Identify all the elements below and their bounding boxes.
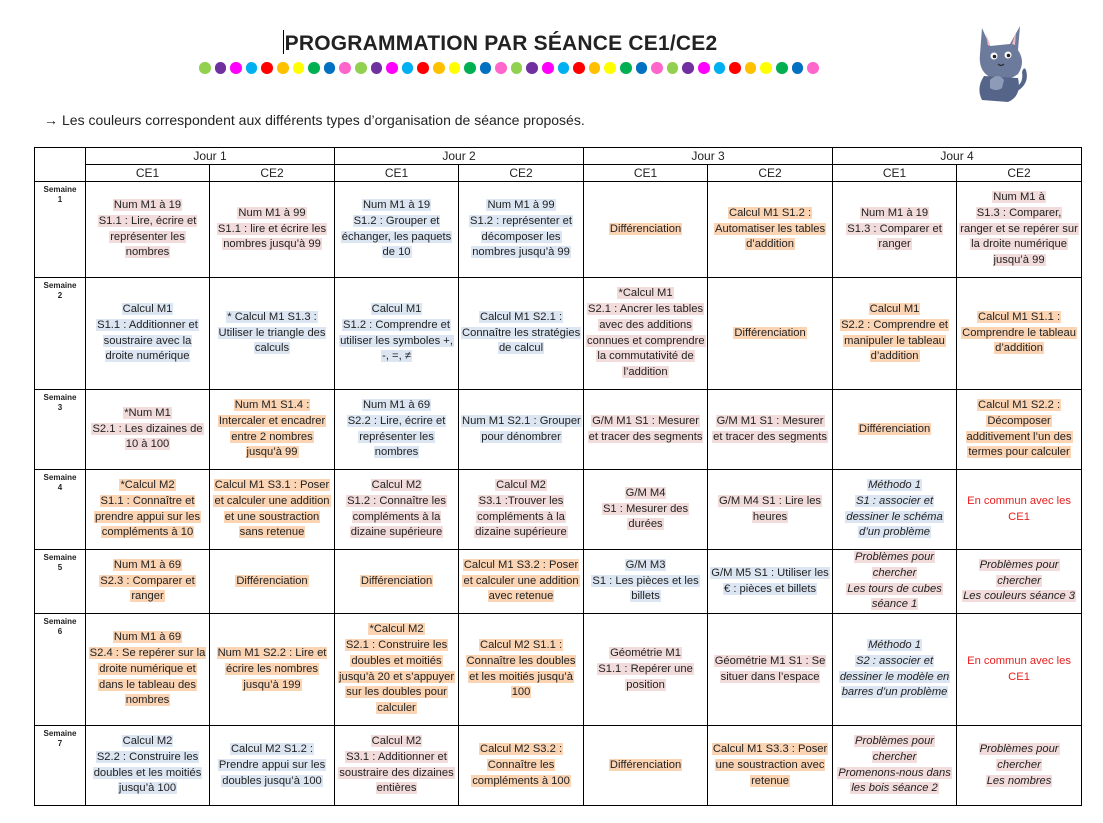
session-cell xyxy=(86,614,210,726)
session-text: G/M M1 S1 : Mesurer et tracer des segments xyxy=(713,414,827,443)
level-header: CE1 xyxy=(86,165,210,182)
session-text: Calcul M1 S2.2 : Décomposer additivement l’un des termes pour calculer xyxy=(966,398,1072,459)
session-text: *Calcul M2 S1.1 : Connaître et prendre appui sur les compléments à 10 xyxy=(94,478,201,539)
day-header: Jour 4 xyxy=(833,148,1082,165)
session-cell xyxy=(584,278,708,390)
session-text: *Calcul M1 S2.1 : Ancrer les tables avec des additions connues et comprendre la commutativité de l’addition xyxy=(587,287,705,379)
session-text: Num M1 à 19 S1.1 : Lire, écrire et représenter les nombres xyxy=(98,198,197,259)
intro-note: → Les couleurs correspondent aux différents types d’organisation de séance proposés. xyxy=(44,112,585,128)
session-cell xyxy=(833,550,957,614)
session-text: Problèmes pour chercher Les nombres xyxy=(979,742,1059,787)
session-text: Calcul M1 S2.1 : Connaître les stratégies de calcul xyxy=(462,310,581,355)
level-header: CE2 xyxy=(708,165,833,182)
level-header: CE2 xyxy=(957,165,1082,182)
session-text: Différenciation xyxy=(609,758,682,771)
session-cell xyxy=(833,470,957,550)
session-text: Num M1 S2.2 : Lire et écrire les nombres jusqu’à 199 xyxy=(217,646,327,691)
session-cell xyxy=(210,182,335,278)
session-text: Calcul M2 S1.2 : Connaître les compléments à la dizaine supérieure xyxy=(347,478,446,539)
session-text: Différenciation xyxy=(858,422,931,435)
color-dot xyxy=(682,62,694,74)
session-text: Calcul M1 S1.2 : Comprendre et utiliser les symboles +, -, =, ≠ xyxy=(340,302,453,363)
session-text: Calcul M2 S1.1 : Connaître les doubles et les moitiés jusqu’à 100 xyxy=(466,639,576,699)
schedule-table xyxy=(34,147,1082,806)
session-cell xyxy=(86,726,210,806)
session-cell xyxy=(86,182,210,278)
session-cell xyxy=(957,390,1082,470)
color-dot xyxy=(230,62,242,74)
color-dot xyxy=(355,62,367,74)
session-cell xyxy=(833,726,957,806)
session-cell xyxy=(210,550,335,614)
day-header: Jour 3 xyxy=(584,148,833,165)
session-cell xyxy=(210,390,335,470)
session-cell xyxy=(335,726,459,806)
session-cell xyxy=(708,470,833,550)
session-cell xyxy=(335,390,459,470)
session-cell xyxy=(459,182,584,278)
session-text: G/M M4 S1 : Mesurer des durées xyxy=(602,486,689,531)
session-cell xyxy=(459,390,584,470)
color-dot xyxy=(776,62,788,74)
session-text: En commun avec les CE1 xyxy=(967,654,1071,683)
session-text: Différenciation xyxy=(236,574,308,587)
session-cell xyxy=(459,550,584,614)
session-cell xyxy=(584,550,708,614)
session-cell xyxy=(584,614,708,726)
session-cell xyxy=(957,726,1082,806)
color-dot xyxy=(573,62,585,74)
session-cell xyxy=(335,614,459,726)
session-text: Num M1 à 99 S1.1 : lire et écrire les nombres jusqu’à 99 xyxy=(217,206,327,251)
color-dot xyxy=(480,62,492,74)
session-text: Calcul M2 S3.2 : Connaître les compléments à 100 xyxy=(472,742,570,787)
session-text: *Calcul M2 S2.1 : Construire les doubles et moitiés jusqu’à 20 et s’appuyer sur les doubles pour calculer xyxy=(338,623,455,715)
color-dot xyxy=(589,62,601,74)
level-header: CE2 xyxy=(210,165,335,182)
color-dot xyxy=(511,62,523,74)
week-row xyxy=(35,278,1082,390)
session-cell xyxy=(210,614,335,726)
week-row xyxy=(35,470,1082,550)
session-cell xyxy=(957,278,1082,390)
level-header-row xyxy=(35,165,1082,182)
session-cell xyxy=(459,726,584,806)
session-cell xyxy=(708,726,833,806)
week-row xyxy=(35,614,1082,726)
color-dot xyxy=(433,62,445,74)
session-text: Calcul M2 S3.1 : Additionner et soustraire des dizaines entières xyxy=(339,735,454,795)
color-dot xyxy=(199,62,211,74)
level-header: CE1 xyxy=(335,165,459,182)
color-dot xyxy=(636,62,648,74)
week-label: Semaine 6 xyxy=(35,614,86,726)
session-cell xyxy=(833,278,957,390)
week-row xyxy=(35,726,1082,806)
week-label: Semaine 3 xyxy=(35,390,86,470)
color-dot xyxy=(386,62,398,74)
session-text: Méthodo 1 S2 : associer et dessiner le modèle en barres d’un problème xyxy=(839,639,950,699)
session-cell xyxy=(708,390,833,470)
arrow-right-icon: → xyxy=(44,112,58,128)
day-header: Jour 2 xyxy=(335,148,584,165)
session-text: Calcul M2 S2.2 : Construire les doubles et les moitiés jusqu’à 100 xyxy=(93,735,202,795)
session-text: Calcul M1 S3.1 : Poser et calculer une addition et une soustraction sans retenue xyxy=(214,478,330,539)
session-text: * Calcul M1 S1.3 : Utiliser le triangle des calculs xyxy=(218,310,326,355)
session-text: G/M M4 S1 : Lire les heures xyxy=(719,494,822,523)
day-header: Jour 1 xyxy=(86,148,335,165)
session-cell xyxy=(335,470,459,550)
session-text: Différenciation xyxy=(609,222,682,235)
session-cell xyxy=(86,390,210,470)
session-text: Calcul M1 S1.1 : Comprendre le tableau d’addition xyxy=(962,310,1076,355)
color-dot xyxy=(745,62,757,74)
session-text: Méthodo 1 S1 : associer et dessiner le schéma d’un problème xyxy=(846,478,943,539)
session-cell xyxy=(957,470,1082,550)
session-cell xyxy=(86,550,210,614)
session-cell xyxy=(335,550,459,614)
session-text: Calcul M2 S3.1 :Trouver les compléments à la dizaine supérieure xyxy=(475,478,567,539)
color-dot xyxy=(261,62,273,74)
session-cell xyxy=(335,278,459,390)
session-text: Num M1 à 69 S2.2 : Lire, écrire et représenter les nombres xyxy=(347,398,446,459)
color-dot xyxy=(371,62,383,74)
color-dot xyxy=(339,62,351,74)
session-text: Num M1 à 19 S1.3 : Comparer et ranger xyxy=(847,206,942,251)
session-text: Num M1 à S1.3 : Comparer, ranger et se repérer sur la droite numérique jusqu’à 99 xyxy=(960,191,1078,267)
session-cell xyxy=(459,278,584,390)
session-cell xyxy=(210,278,335,390)
session-text: Calcul M2 S1.2 : Prendre appui sur les doubles jusqu’à 100 xyxy=(218,742,326,787)
cat-mascot-icon xyxy=(968,22,1032,106)
color-dot xyxy=(558,62,570,74)
corner-cell xyxy=(35,148,86,182)
session-text: Différenciation xyxy=(734,326,806,339)
level-header: CE2 xyxy=(459,165,584,182)
color-dot xyxy=(246,62,258,74)
session-cell xyxy=(584,470,708,550)
week-row xyxy=(35,550,1082,614)
session-cell xyxy=(833,390,957,470)
session-text: Num M1 à 69 S2.3 : Comparer et ranger xyxy=(100,558,195,603)
session-cell xyxy=(708,550,833,614)
color-dot xyxy=(526,62,538,74)
session-cell xyxy=(584,726,708,806)
level-header: CE1 xyxy=(833,165,957,182)
session-text: Différenciation xyxy=(360,574,433,587)
session-text: Problèmes pour chercher Les tours de cubes séance 1 xyxy=(847,551,942,611)
color-dot xyxy=(698,62,710,74)
page-title: PROGRAMMATION PAR SÉANCE CE1/CE2 xyxy=(284,32,718,55)
color-dot xyxy=(807,62,819,74)
color-dot xyxy=(293,62,305,74)
session-cell xyxy=(210,726,335,806)
week-label: Semaine 5 xyxy=(35,550,86,614)
session-cell xyxy=(86,470,210,550)
week-label: Semaine 2 xyxy=(35,278,86,390)
session-text: Calcul M1 S3.3 : Poser une soustraction avec retenue xyxy=(712,742,828,787)
color-dot xyxy=(402,62,414,74)
week-label: Semaine 4 xyxy=(35,470,86,550)
color-dot xyxy=(277,62,289,74)
session-cell xyxy=(708,182,833,278)
session-cell xyxy=(584,182,708,278)
color-dot xyxy=(542,62,554,74)
color-dot xyxy=(760,62,772,74)
week-label: Semaine 7 xyxy=(35,726,86,806)
session-text: G/M M3 S1 : Les pièces et les billets xyxy=(592,558,699,603)
session-text: *Num M1 S2.1 : Les dizaines de 10 à 100 xyxy=(92,406,203,451)
week-row xyxy=(35,390,1082,470)
color-dot xyxy=(464,62,476,74)
session-cell xyxy=(459,470,584,550)
session-text: Calcul M1 S3.2 : Poser et calculer une addition avec retenue xyxy=(463,558,579,603)
session-text: G/M M5 S1 : Utiliser les € : pièces et billets xyxy=(711,566,829,595)
session-text: Num M1 S1.4 : Intercaler et encadrer entre 2 nombres jusqu’à 99 xyxy=(218,398,326,459)
session-text: Num M1 à 19 S1.2 : Grouper et échanger, les paquets de 10 xyxy=(341,198,452,259)
session-cell xyxy=(459,614,584,726)
color-dot xyxy=(651,62,663,74)
session-text: Géométrie M1 S1.1 : Repérer une position xyxy=(598,646,693,691)
color-dot xyxy=(324,62,336,74)
session-cell xyxy=(833,614,957,726)
session-cell xyxy=(210,470,335,550)
session-text: Num M1 à 99 S1.2 : représenter et décomposer les nombres jusqu’à 99 xyxy=(470,198,573,259)
session-cell xyxy=(833,182,957,278)
session-text: Calcul M1 S1.2 : Automatiser les tables d’addition xyxy=(715,206,826,251)
color-dot xyxy=(620,62,632,74)
color-dot xyxy=(495,62,507,74)
session-cell xyxy=(335,182,459,278)
session-cell xyxy=(957,550,1082,614)
session-cell xyxy=(957,614,1082,726)
session-text: Problèmes pour chercher Promenons-nous dans les bois séance 2 xyxy=(838,735,951,795)
color-dot xyxy=(714,62,726,74)
color-dot xyxy=(215,62,227,74)
session-cell xyxy=(957,182,1082,278)
color-dot xyxy=(417,62,429,74)
session-cell xyxy=(708,614,833,726)
session-text: Problèmes pour chercher Les couleurs séance 3 xyxy=(963,558,1076,603)
session-text: En commun avec les CE1 xyxy=(967,494,1071,523)
session-text: Calcul M1 S2.2 : Comprendre et manipuler le tableau d’addition xyxy=(841,302,949,363)
session-cell xyxy=(584,390,708,470)
day-header-row xyxy=(35,148,1082,165)
color-dot xyxy=(449,62,461,74)
session-text: Num M1 S2.1 : Grouper pour dénombrer xyxy=(462,414,581,443)
color-dot xyxy=(792,62,804,74)
week-row xyxy=(35,182,1082,278)
session-cell xyxy=(86,278,210,390)
color-dot xyxy=(308,62,320,74)
week-label: Semaine 1 xyxy=(35,182,86,278)
level-header: CE1 xyxy=(584,165,708,182)
color-dot xyxy=(667,62,679,74)
session-cell xyxy=(708,278,833,390)
session-text: Calcul M1 S1.1 : Additionner et soustraire avec la droite numérique xyxy=(97,302,198,363)
session-text: Géométrie M1 S1 : Se situer dans l’espace xyxy=(714,654,826,683)
decorative-dot-row xyxy=(199,62,819,74)
session-text: G/M M1 S1 : Mesurer et tracer des segments xyxy=(588,414,703,443)
color-dot xyxy=(729,62,741,74)
color-dot xyxy=(604,62,616,74)
session-text: Num M1 à 69 S2.4 : Se repérer sur la droite numérique et dans le tableau des nombres xyxy=(89,631,206,707)
